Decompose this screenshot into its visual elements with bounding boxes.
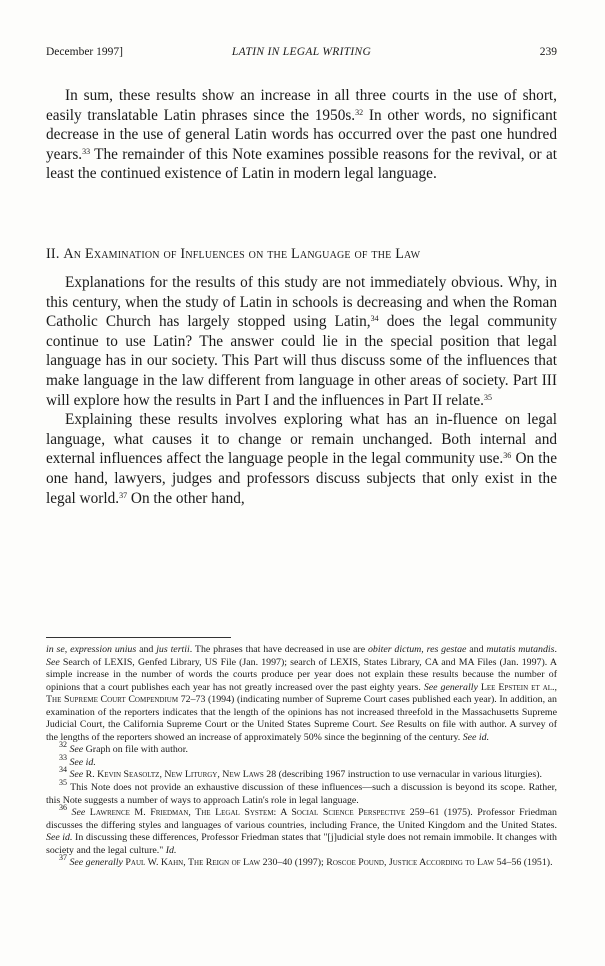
page-number: 239 xyxy=(539,46,557,58)
section-body xyxy=(46,273,557,508)
footnote-32: $^{32}$ See Graph on file with author. xyxy=(59,740,188,756)
header-title: LATIN IN LEGAL WRITING xyxy=(231,46,372,58)
footnote-33: $^{33}$ See id. xyxy=(59,752,96,768)
opening-section xyxy=(46,86,557,184)
footnote-ref-34[interactable]: 34 xyxy=(370,314,379,324)
footnote-35: $^{35}$ This Note does not provide an exhaustive discussion of these influences—such a discussion is beyond its scope. Rather, this Note suggests a number of ways to approach Latin's role in legal language. xyxy=(46,778,557,806)
footnote-34: $^{34}$ See R. Kevin Seasoltz, New Liturgy, New Laws 28 (describing 1967 instruction to use vernacular in various liturgies). xyxy=(59,765,542,781)
section-title: An Examination of Influences on the Language of the Law xyxy=(63,246,421,262)
running-header xyxy=(46,46,557,62)
footnote-ref-35[interactable]: 35 xyxy=(483,392,492,402)
footnote-continued: in se, expression unius and jus tertii. The phrases that have decreased in use are obiter dictum, res gestae and mutatis mutandis. See Search of LEXIS, Genfed Library, US File (Jan. 1997); search of LEXIS, States Library, CA and MA Files (Jan. 1997). A simple increase in the number of words the courts produce per year does not explain these results because the number of opinions that a court publishes each year has not greatly increased over the past eighty years. See generally Lee Epstein et al., The Supreme Court Compendium 72–73 (1994) (indicating number of Supreme Court cases published each year). In addition, an examination of the reporters indicates that the length of the opinions has not increased threefold in the Massachusetts Supreme Judicial Court, the California Supreme Court or the United States Supreme Court. See Results on file with author. A survey of the lengths of the reporters showed an increase of approximately 50% since the beginning of the century. See id. xyxy=(46,644,557,743)
footnote-divider xyxy=(46,637,231,638)
paragraph-summary: In sum, these results show an increase in all three courts in the use of short, easily translatable Latin phrases since the 1950s.$^{32}$ In other words, no significant decrease in the use of general Latin words has occurred over the past one hundred years.$^{33}$ The remainder of this Note examines possible reasons for the revival, or at least the continued existence of Latin in modern legal language. xyxy=(46,87,557,183)
footnote-ref-32[interactable]: 32 xyxy=(355,107,364,117)
header-date: December 1997] xyxy=(46,46,123,58)
footnote-ref-36[interactable]: 36 xyxy=(503,451,512,461)
footnote-37: $^{37}$ See generally Paul W. Kahn, The Reign of Law 230–40 (1997); Roscoe Pound, Justice According to Law 54–56 (1951). xyxy=(59,853,553,869)
footnote-ref-37[interactable]: 37 xyxy=(119,490,128,500)
section-heading xyxy=(46,246,557,263)
paragraph-influences: Explaining these results involves exploring what has an in-fluence on legal language, what causes it to change or remain unchanged. Both internal and external influences affect the language people in the legal community use.$^{36}$ On the one hand, lawyers, judges and professors discuss subjects that only exist in the legal world.$^{37}$ On the other hand, xyxy=(46,411,557,507)
footnotes xyxy=(46,644,557,870)
paragraph-explanations: Explanations for the results of this study are not immediately obvious. Why, in this century, when the study of Latin in schools is decreasing and when the Roman Catholic Church has largely stopped using Latin,$^{34}$ does the legal community continue to use Latin? The answer could lie in the special position that legal language has in our society. This Part will thus discuss some of the influences that make language in the law different from language in other areas of society. Part III will explore how the results in Part I and the influences in Part II relate.$^{35}$ xyxy=(46,274,558,409)
footnote-36: $^{36}$ See Lawrence M. Friedman, The Legal System: A Social Science Perspective 259–61 (1975). Professor Friedman discusses the differing styles and languages of various countries, including France, the United Kingdom and the United States. See id. In discussing these differences, Professor Friedman states that "[j]udicial style does not remain immobile. It changes with society and the legal culture." Id. xyxy=(46,803,557,856)
footnote-ref-33[interactable]: 33 xyxy=(82,146,91,156)
section-number: II. xyxy=(46,246,60,262)
